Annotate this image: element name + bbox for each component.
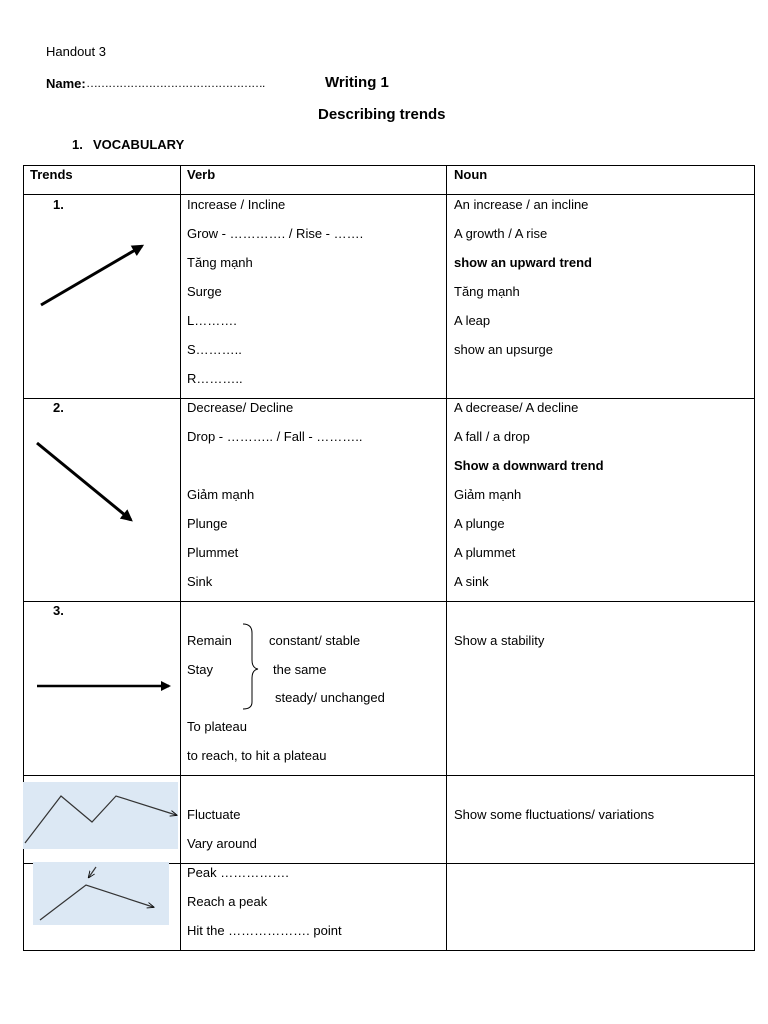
noun-item: A leap — [454, 313, 491, 328]
noun-item: Show some fluctuations/ variations — [454, 807, 655, 822]
column-header-trends: Trends — [30, 167, 73, 182]
verb-item: R……….. — [187, 371, 243, 386]
verb-item: Tăng mạnh — [187, 255, 253, 270]
section-number: 1. — [72, 137, 83, 152]
noun-item: A sink — [454, 574, 489, 589]
handout-label: Handout 3 — [46, 44, 106, 59]
writing-title: Writing 1 — [325, 74, 389, 91]
verb-item: S……….. — [187, 342, 242, 357]
column-header-verb: Verb — [187, 167, 216, 182]
name-dots: …………………………………………. — [86, 76, 265, 90]
verb-item: Drop - ……….. / Fall - ……….. — [187, 429, 363, 444]
row-number: 2. — [53, 400, 64, 415]
verb-item: Surge — [187, 284, 222, 299]
verb-item: Remain — [187, 633, 232, 648]
verb-item: Increase / Incline — [187, 197, 286, 212]
noun-item: Show a downward trend — [454, 458, 604, 473]
verb-item: Reach a peak — [187, 894, 268, 909]
page-title: Describing trends — [318, 106, 446, 123]
verb-item: To plateau — [187, 719, 247, 734]
noun-item: show an upward trend — [454, 255, 592, 270]
row-number: 3. — [53, 603, 64, 618]
verb-item: Vary around — [187, 836, 257, 851]
name-label: Name: — [46, 76, 86, 91]
bracket-option: the same — [273, 662, 327, 677]
column-header-noun: Noun — [454, 167, 488, 182]
bracket-option: constant/ stable — [269, 633, 361, 648]
noun-item: show an upsurge — [454, 342, 554, 357]
noun-item: A growth / A rise — [454, 226, 548, 241]
upward-trend-arrow-icon — [41, 246, 142, 305]
downward-trend-arrow-icon — [37, 443, 131, 520]
verb-item: Stay — [187, 662, 214, 677]
noun-item: An increase / an incline — [454, 197, 589, 212]
section-title: VOCABULARY — [93, 137, 185, 152]
peak-sketch-background — [33, 862, 169, 925]
verb-item: to reach, to hit a plateau — [187, 748, 327, 763]
row-number: 1. — [53, 197, 64, 212]
verb-item: Peak ……………. — [187, 865, 289, 880]
verb-item: Decrease/ Decline — [187, 400, 294, 415]
verb-item: Plummet — [187, 545, 239, 560]
bracket-option: steady/ unchanged — [275, 690, 385, 705]
verb-item: Fluctuate — [187, 807, 241, 822]
noun-item: A fall / a drop — [454, 429, 530, 444]
noun-item: Giảm mạnh — [454, 487, 522, 502]
noun-item: Show a stability — [454, 633, 545, 648]
noun-item: A plummet — [454, 545, 516, 560]
noun-item: Tăng mạnh — [454, 284, 520, 299]
verb-item: L………. — [187, 313, 237, 328]
verb-item: Plunge — [187, 516, 228, 531]
verb-item: Giảm mạnh — [187, 487, 255, 502]
verb-item: Sink — [187, 574, 213, 589]
curly-bracket-icon — [243, 624, 258, 709]
verb-item: Grow - …………. / Rise - ……. — [187, 226, 364, 241]
noun-item: A decrease/ A decline — [454, 400, 579, 415]
noun-item: A plunge — [454, 516, 505, 531]
verb-item: Hit the ………………. point — [187, 923, 342, 938]
